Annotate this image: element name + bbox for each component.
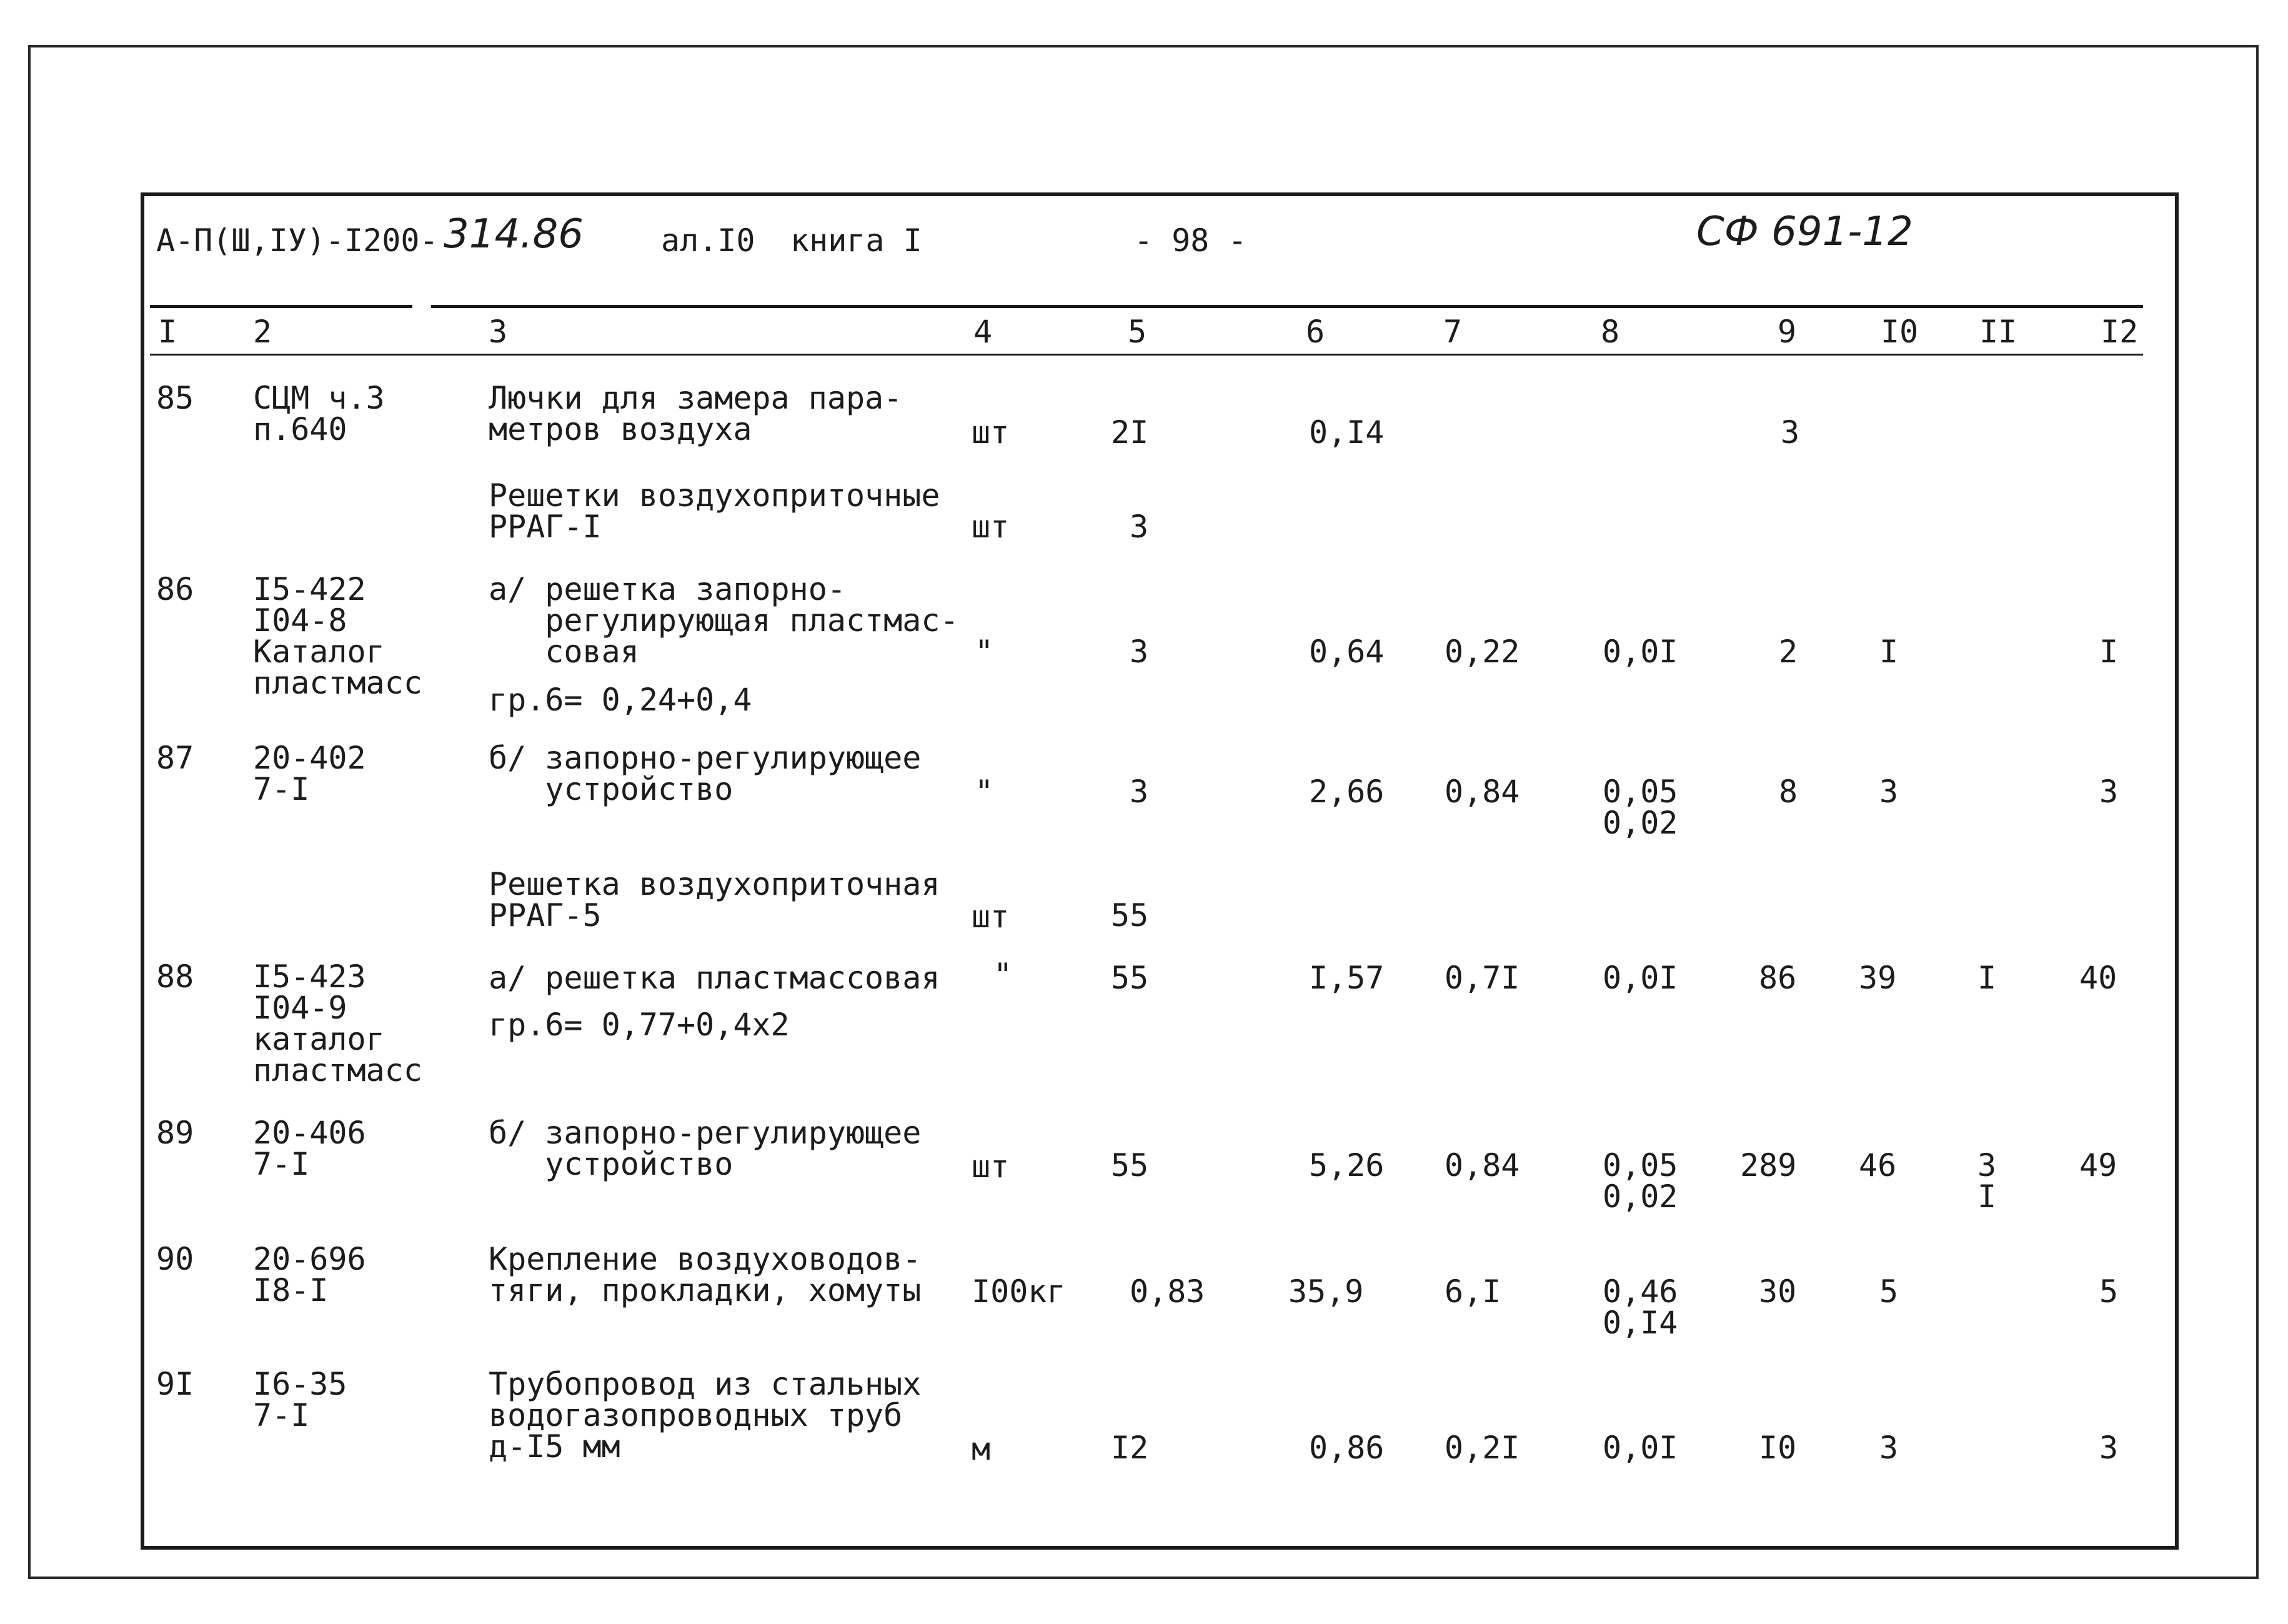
column-number: I0 [1881, 314, 1919, 350]
quantity: I2 [1111, 1430, 1149, 1466]
quantity: 2I [1111, 414, 1149, 451]
item-description: Лючки для замера пара- [489, 380, 903, 416]
norm-code: каталог [253, 1021, 385, 1057]
col-6-value: 0,86 [1309, 1430, 1385, 1466]
col-12-value: 3 [2099, 1430, 2119, 1466]
col-10-value: 39 [1859, 960, 1897, 996]
col-9-value: 86 [1759, 960, 1797, 996]
column-number: II [1979, 314, 2017, 350]
norm-code: I5-423 [253, 959, 366, 995]
col-7-value: 0,22 [1445, 634, 1520, 670]
col-12-value: 5 [2099, 1273, 2119, 1310]
row-number: 89 [156, 1115, 194, 1151]
col-6-value: 0,64 [1309, 634, 1385, 670]
col-8-value: 0,05 [1603, 1147, 1678, 1183]
norm-code: СЦМ ч.3 [253, 380, 385, 416]
col-12-value: 40 [2079, 960, 2117, 996]
item-description: б/ запорно-регулирующее [489, 740, 922, 776]
sheet-inner-frame [141, 192, 2179, 1550]
row-number: 87 [156, 740, 194, 776]
col-9-value: 30 [1759, 1273, 1797, 1310]
quantity: 3 [1130, 634, 1149, 670]
archive-stamp: СФ 691-12 [1696, 209, 1913, 255]
col-6-value: 5,26 [1309, 1147, 1385, 1183]
column-number: 7 [1443, 314, 1463, 350]
unit: шт [972, 509, 1010, 545]
col-8-value: 0,0I [1603, 634, 1678, 670]
col-9-value: 289 [1740, 1147, 1797, 1183]
document-code: А-П(Ш,IУ)-I200- [156, 222, 439, 259]
norm-code: I6-35 [253, 1366, 347, 1402]
unit: шт [972, 899, 1010, 935]
item-description: водогазопроводных труб [489, 1397, 903, 1433]
quantity: 0,83 [1130, 1273, 1205, 1310]
norm-code: п.640 [253, 411, 347, 447]
col-10-value: 46 [1859, 1147, 1897, 1183]
norm-code: 20-696 [253, 1241, 366, 1277]
col-9-value: 2 [1779, 634, 1798, 670]
norm-code: I04-8 [253, 602, 347, 639]
col-7-value: 0,84 [1445, 774, 1520, 810]
header-rule-left [150, 305, 412, 308]
quantity: 55 [1111, 897, 1149, 934]
item-description: регулирующая пластмас- [489, 602, 959, 639]
norm-code: 20-402 [253, 740, 366, 776]
item-description: Решетка воздухоприточная [489, 866, 940, 902]
col-11-value: I [1977, 1178, 1997, 1215]
price-note: гр.6= 0,77+0,4х2 [489, 1007, 790, 1043]
col-6-value: I,57 [1309, 960, 1385, 996]
unit: м [972, 1431, 991, 1467]
col-11-value: I [1977, 960, 1997, 996]
col-7-value: 6,I [1445, 1273, 1501, 1310]
item-description: б/ запорно-регулирующее [489, 1115, 922, 1151]
norm-code: 7-I [253, 771, 310, 807]
col-12-value: 3 [2099, 774, 2119, 810]
unit: I00кг [972, 1273, 1066, 1310]
album-number: ал.I0 [661, 222, 755, 259]
col-8-value: 0,05 [1603, 774, 1678, 810]
col-12-value: 49 [2079, 1147, 2117, 1183]
norm-code: 7-I [253, 1146, 310, 1182]
col-7-value: 0,2I [1445, 1430, 1520, 1466]
column-number: 5 [1128, 314, 1147, 350]
norm-code: I04-9 [253, 990, 347, 1026]
item-description: совая [489, 634, 639, 670]
item-description: Крепление воздуховодов- [489, 1241, 922, 1277]
col-8-value: 0,0I [1603, 1430, 1678, 1466]
row-number: 9I [156, 1366, 194, 1402]
price-note: гр.6= 0,24+0,4 [489, 682, 752, 718]
col-6-value: 0,I4 [1309, 414, 1385, 451]
item-description: РРАГ-5 [489, 897, 602, 934]
col-6-value: 35,9 [1288, 1273, 1364, 1310]
unit: шт [972, 1148, 1010, 1185]
item-description: а/ решетка запорно- [489, 571, 846, 607]
row-number: 90 [156, 1241, 194, 1277]
column-number: 2 [253, 314, 272, 350]
col-8-value: 0,I4 [1603, 1305, 1678, 1341]
unit: шт [972, 414, 1010, 451]
col-9-value: 8 [1779, 774, 1798, 810]
quantity: 3 [1130, 509, 1149, 545]
unit: " [975, 774, 994, 810]
book-number: книга I [790, 222, 922, 259]
column-header-rule [150, 354, 2143, 356]
quantity: 55 [1111, 1147, 1149, 1183]
column-number: I2 [2101, 314, 2139, 350]
row-number: 85 [156, 380, 194, 416]
document-code-handwritten: 314.86 [444, 211, 584, 257]
col-8-value: 0,02 [1603, 1178, 1678, 1215]
row-number: 86 [156, 571, 194, 607]
item-description: тяги, прокладки, хомуты [489, 1272, 922, 1308]
col-9-value: 3 [1781, 414, 1800, 451]
norm-code: 7-I [253, 1397, 310, 1433]
col-9-value: I0 [1759, 1430, 1797, 1466]
col-11-value: 3 [1977, 1147, 1997, 1183]
col-7-value: 0,7I [1445, 960, 1520, 996]
item-description: Трубопровод из стальных [489, 1366, 922, 1402]
column-number: 8 [1601, 314, 1620, 350]
col-6-value: 2,66 [1309, 774, 1385, 810]
col-8-value: 0,46 [1603, 1273, 1678, 1310]
quantity: 55 [1111, 960, 1149, 996]
col-10-value: 5 [1879, 1273, 1899, 1310]
item-description: метров воздуха [489, 411, 752, 447]
column-number: 3 [489, 314, 508, 350]
item-description: Решетки воздухоприточные [489, 477, 940, 514]
item-description: а/ решетка пластмассовая [489, 960, 940, 996]
norm-code: пластмасс [253, 665, 422, 701]
item-description: д-I5 мм [489, 1428, 620, 1465]
col-7-value: 0,84 [1445, 1147, 1520, 1183]
item-description: устройство [489, 1146, 734, 1182]
norm-code: I5-422 [253, 571, 366, 607]
row-number: 88 [156, 959, 194, 995]
norm-code: Каталог [253, 634, 385, 670]
column-number: 6 [1306, 314, 1325, 350]
quantity: 3 [1130, 774, 1149, 810]
norm-code: I8-I [253, 1272, 329, 1308]
unit: " [975, 634, 994, 670]
norm-code: 20-406 [253, 1115, 366, 1151]
norm-code: пластмасс [253, 1052, 422, 1088]
col-8-value: 0,02 [1603, 805, 1678, 841]
unit: " [993, 957, 1013, 993]
page-number: - 98 - [1134, 222, 1247, 259]
col-10-value: I [1879, 634, 1899, 670]
column-number: 4 [973, 314, 993, 350]
column-number: 9 [1778, 314, 1797, 350]
col-12-value: I [2099, 634, 2119, 670]
col-10-value: 3 [1879, 774, 1899, 810]
col-10-value: 3 [1879, 1430, 1899, 1466]
column-number: I [158, 314, 177, 350]
item-description: РРАГ-I [489, 509, 602, 545]
col-8-value: 0,0I [1603, 960, 1678, 996]
item-description: устройство [489, 771, 734, 807]
header-rule-right [431, 305, 2143, 308]
